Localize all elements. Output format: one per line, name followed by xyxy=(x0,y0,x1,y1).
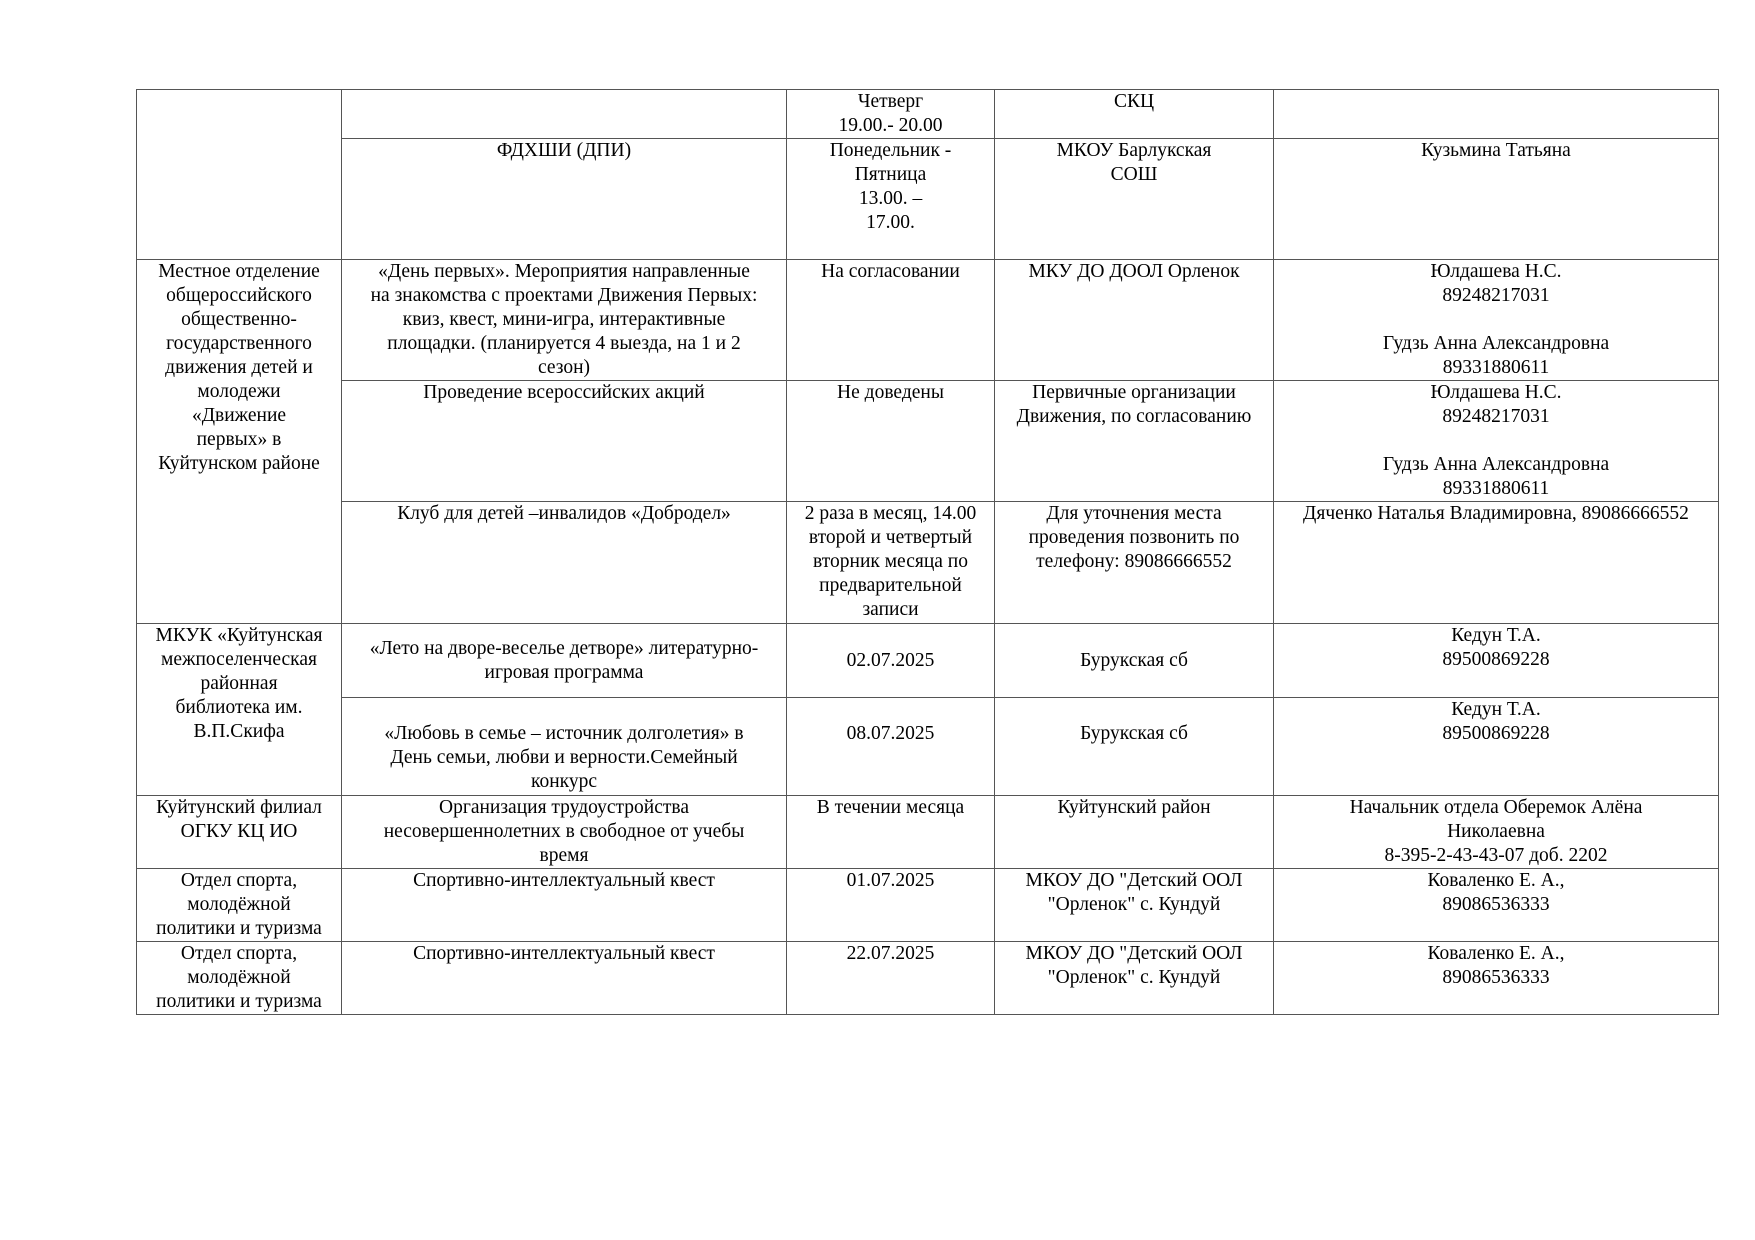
place-cell: Первичные организации Движения, по согласованию xyxy=(995,381,1274,502)
place-cell: Бурукская сб xyxy=(995,624,1274,698)
place-cell: МКОУ ДО "Детский ООЛ "Орленок" с. Кундуй xyxy=(995,942,1274,1015)
contact-cell: Кедун Т.А. 89500869228 xyxy=(1274,698,1719,796)
place-cell: СКЦ xyxy=(995,90,1274,139)
table-row xyxy=(137,796,1719,869)
event-cell: «Любовь в семье – источник долголетия» в День семьи, любви и верности.Семейный конкурс xyxy=(342,698,787,796)
org-cell: Отдел спорта, молодёжной политики и туризма xyxy=(137,869,342,942)
contact-cell: Кузьмина Татьяна xyxy=(1274,139,1719,260)
table-row xyxy=(137,624,1719,698)
date-cell: На согласовании xyxy=(787,260,995,381)
event-cell: «Лето на дворе-веселье детворе» литературно- игровая программа xyxy=(342,624,787,698)
date-cell: 2 раза в месяц, 14.00 второй и четвертый вторник месяца по предварительной записи xyxy=(787,502,995,624)
contact-cell: Начальник отдела Оберемок Алёна Николаевна 8-395-2-43-43-07 доб. 2202 xyxy=(1274,796,1719,869)
place-cell: МКУ ДО ДООЛ Орленок xyxy=(995,260,1274,381)
event-cell: Организация трудоустройства несовершеннолетних в свободное от учебы время xyxy=(342,796,787,869)
org-cell: Отдел спорта, молодёжной политики и туризма xyxy=(137,942,342,1015)
date-cell: Не доведены xyxy=(787,381,995,502)
event-cell xyxy=(342,90,787,139)
place-cell: МКОУ Барлукская СОШ xyxy=(995,139,1274,260)
contact-cell: Коваленко Е. А., 89086536333 xyxy=(1274,869,1719,942)
date-cell: Четверг 19.00.- 20.00 xyxy=(787,90,995,139)
date-cell: 22.07.2025 xyxy=(787,942,995,1015)
table-row xyxy=(137,869,1719,942)
date-cell: В течении месяца xyxy=(787,796,995,869)
table-row xyxy=(137,502,1719,624)
table-row xyxy=(137,90,1719,139)
event-cell: Проведение всероссийских акций xyxy=(342,381,787,502)
event-cell: Спортивно-интеллектуальный квест xyxy=(342,942,787,1015)
place-cell: Для уточнения места проведения позвонить по телефону: 89086666552 xyxy=(995,502,1274,624)
table-row xyxy=(137,139,1719,260)
event-cell: ФДХШИ (ДПИ) xyxy=(342,139,787,260)
place-cell: Куйтунский район xyxy=(995,796,1274,869)
org-cell xyxy=(137,90,342,260)
date-cell: Понедельник - Пятница 13.00. – 17.00. xyxy=(787,139,995,260)
date-cell: 01.07.2025 xyxy=(787,869,995,942)
place-cell: Бурукская сб xyxy=(995,698,1274,796)
contact-cell: Кедун Т.А. 89500869228 xyxy=(1274,624,1719,698)
contact-cell: Юлдашева Н.С. 89248217031 Гудзь Анна Александровна 89331880611 xyxy=(1274,260,1719,381)
contact-cell: Дяченко Наталья Владимировна, 89086666552 xyxy=(1274,502,1719,624)
table-row xyxy=(137,942,1719,1015)
contact-cell: Юлдашева Н.С. 89248217031 Гудзь Анна Александровна 89331880611 xyxy=(1274,381,1719,502)
org-cell: Местное отделение общероссийского общественно- государственного движения детей и молодежи «Движение первых» в Куйтунском районе xyxy=(137,260,342,624)
org-cell: МКУК «Куйтунская межпоселенческая районная библиотека им. В.П.Скифа xyxy=(137,624,342,796)
date-cell: 02.07.2025 xyxy=(787,624,995,698)
events-table xyxy=(136,89,1719,1015)
contact-cell: Коваленко Е. А., 89086536333 xyxy=(1274,942,1719,1015)
event-cell: Клуб для детей –инвалидов «Добродел» xyxy=(342,502,787,624)
table-row xyxy=(137,698,1719,796)
contact-cell xyxy=(1274,90,1719,139)
place-cell: МКОУ ДО "Детский ООЛ "Орленок" с. Кундуй xyxy=(995,869,1274,942)
org-cell: Куйтунский филиал ОГКУ КЦ ИО xyxy=(137,796,342,869)
table-row xyxy=(137,260,1719,381)
event-cell: Спортивно-интеллектуальный квест xyxy=(342,869,787,942)
table-row xyxy=(137,381,1719,502)
date-cell: 08.07.2025 xyxy=(787,698,995,796)
event-cell: «День первых». Мероприятия направленные на знакомства с проектами Движения Первых: квиз, квест, мини-игра, интерактивные площадки. (планируется 4 выезда, на 1 и 2 сезон) xyxy=(342,260,787,381)
